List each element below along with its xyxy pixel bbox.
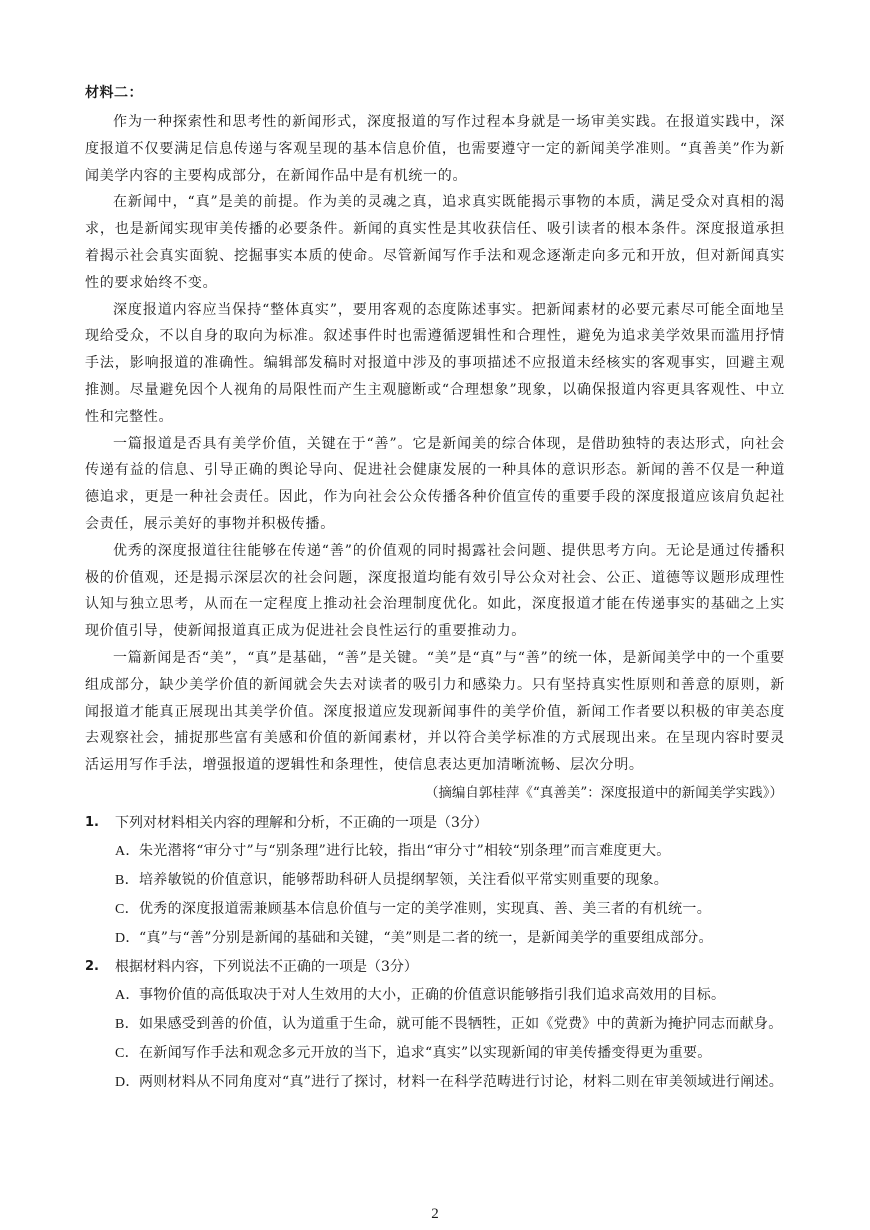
option-text: “真”与“善”分别是新闻的基础和关键，“美”则是二者的统一，是新闻美学的重要组成部分。: [139, 929, 713, 946]
material-title: 材料二：: [85, 85, 143, 101]
option-text: 朱光潜将“审分寸”与“别条理”进行比较，指出“审分寸”相较“别条理”而言难度更大。: [139, 842, 671, 859]
question-text: 根据材料内容，下列说法不正确的一项是（3分）: [115, 958, 418, 975]
option-d: [85, 924, 785, 953]
option-text: 两则材料从不同角度对“真”进行了探讨，材料一在科学范畴进行讨论，材料二则在审美领域进行阐述。: [139, 1073, 784, 1090]
question-stem: [85, 809, 785, 837]
option-text: 事物价值的高低取决于对人生效用的大小，正确的价值意识能够指引我们追求高效用的目标。: [139, 986, 726, 1003]
question-number: 1.: [85, 814, 99, 830]
option-letter: C．: [115, 901, 139, 917]
option-b: [85, 1010, 785, 1039]
question-stem: [85, 953, 785, 981]
material-source: （摘编自郭桂萍《“真善美”：深度报道中的新闻美学实践》）: [424, 784, 783, 801]
option-letter: A．: [115, 843, 140, 859]
option-c: [85, 1039, 785, 1068]
option-a: [85, 837, 785, 866]
option-letter: B．: [115, 872, 139, 888]
material-paragraph: 深度报道内容应当保持“整体真实”，要用客观的态度陈述事实。把新闻素材的必要元素尽可能全面地呈现给受众，不以自身的取向为标准。叙述事件时也需遵循逻辑性和合理性，避免为追求美学效果而滥用抒情手法，影响报道的准确性。编辑部发稿时对报道中涉及的事项描述不应报道未经核实的客观事实，回避主观推测。尽量避免因个人视角的局限性而产生主观臆断或“合理想象”现象，以确保报道内容更具客观性、中立性和完整性。: [85, 301, 785, 425]
material-paragraph: 一篇新闻是否“美”，“真”是基础，“善”是关键。“美”是“真”与“善”的统一体，是新闻美学中的一个重要组成部分，缺少美学价值的新闻就会失去对读者的吸引力和感染力。只有坚持真实性原则和善意的原则，新闻报道才能真正展现出其美学价值。深度报道应发现新闻事件的美学价值，新闻工作者要以积极的审美态度去观察社会，捕捉那些富有美感和价值的新闻素材，并以符合美学标准的方式展现出来。在呈现内容时要灵活运用写作手法，增强报道的逻辑性和条理性，使信息表达更加清晰流畅、层次分明。: [85, 649, 785, 774]
material-paragraph: 一篇报道是否具有美学价值，关键在于“善”。它是新闻美的综合体现，是借助独特的表达形式，向社会传递有益的信息、引导正确的舆论导向、促进社会健康发展的一种具体的意识形态。新闻的善不仅是一种道德追求，更是一种社会责任。因此，作为向社会公众传播各种价值宣传的重要手段的深度报道应该肩负起社会责任，展示美好的事物并积极传播。: [85, 435, 785, 532]
question-number: 2.: [85, 958, 99, 974]
page-number: 2: [431, 1206, 439, 1222]
option-text: 培养敏锐的价值意识，能够帮助科研人员提纲挈领，关注看似平常实则重要的现象。: [139, 871, 669, 888]
option-c: [85, 895, 785, 924]
option-b: [85, 866, 785, 895]
option-a: [85, 981, 785, 1010]
option-letter: D．: [115, 930, 140, 946]
option-text: 如果感受到善的价值，认为道重于生命，就可能不畏牺牲，正如《党费》中的黄新为掩护同志而献身。: [139, 1015, 783, 1032]
page-content: [85, 82, 785, 1097]
option-letter: D．: [115, 1074, 140, 1090]
option-letter: C．: [115, 1045, 139, 1061]
material-paragraph: 作为一种探索性和思考性的新闻形式，深度报道的写作过程本身就是一场审美实践。在报道实践中，深度报道不仅要满足信息传递与客观呈现的基本信息价值，也需要遵守一定的新闻美学准则。“真善美”作为新闻美学内容的主要构成部分，在新闻作品中是有机统一的。: [85, 114, 785, 184]
material-paragraph: 优秀的深度报道往往能够在传递“善”的价值观的同时揭露社会问题、提供思考方向。无论是通过传播积极的价值观，还是揭示深层次的社会问题，深度报道均能有效引导公众对社会、公正、道德等议题形成理性认知与独立思考，从而在一定程度上推动社会治理制度优化。如此，深度报道才能在传递事实的基础之上实现价值引导，使新闻报道真正成为促进社会良性运行的重要推动力。: [85, 542, 785, 640]
question-1: [85, 809, 785, 953]
option-letter: B．: [115, 1016, 139, 1032]
option-d: [85, 1068, 785, 1097]
option-letter: A．: [115, 987, 140, 1003]
option-text: 优秀的深度报道需兼顾基本信息价值与一定的美学准则，实现真、善、美三者的有机统一。: [139, 900, 711, 917]
option-text: 在新闻写作手法和观念多元开放的当下，追求“真实”以实现新闻的审美传播变得更为重要。: [139, 1044, 712, 1061]
question-text: 下列对材料相关内容的理解和分析，不正确的一项是（3分）: [115, 814, 488, 831]
question-2: [85, 953, 785, 1097]
material-paragraph: 在新闻中，“真”是美的前提。作为美的灵魂之真，追求真实既能揭示事物的本质，满足受众对真相的渴求，也是新闻实现审美传播的必要条件。新闻的真实性是其收获信任、吸引读者的根本条件。深度报道承担着揭示社会真实面貌、挖掘事实本质的使命。尽管新闻写作手法和观念逐渐走向多元和开放，但对新闻真实性的要求始终不变。: [85, 194, 785, 291]
